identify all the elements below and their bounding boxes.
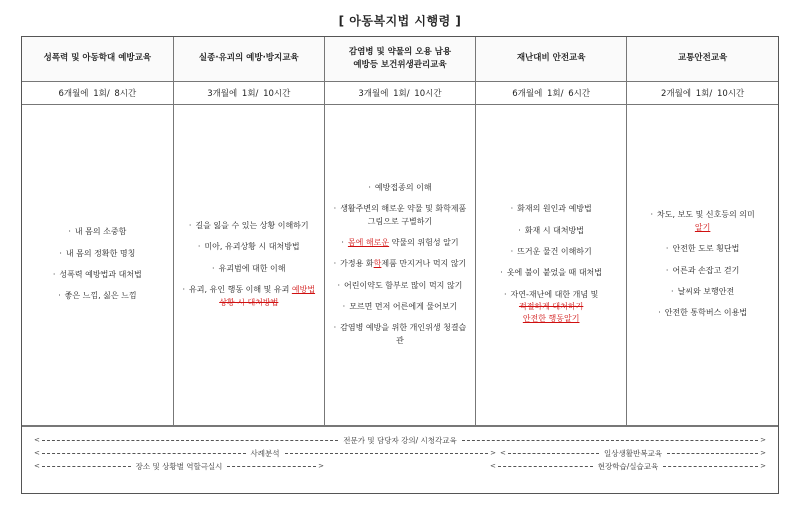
content-cell-disaster-safety	[476, 104, 627, 425]
column-header-sexual-violence: 성폭력 및 아동학대 예방교육	[22, 37, 173, 81]
list-item: · 몸에 해로운 약물의 위험성 알기	[341, 237, 459, 247]
column-header-disaster-safety: 재난대비 안전교육	[476, 37, 627, 81]
list-item: · 유괴범에 대한 이해	[212, 263, 286, 273]
list-item: · 길을 잃을 수 있는 상황 이해하기	[188, 221, 309, 231]
arrow-daily-practice: < 일상생활반복교육 >	[500, 448, 766, 458]
frequency-cell: 6개월에 1회/ 8시간	[22, 81, 173, 104]
list-item: · 가정용 화학제품 만지거나 먹지 않기	[333, 259, 467, 269]
list-item: · 어린이약도 함부로 많이 먹지 않기	[337, 280, 463, 290]
education-table	[22, 37, 778, 426]
list-item: · 내 몸의 소중함	[68, 227, 127, 237]
education-table-frame	[21, 36, 779, 494]
content-cell-health-hygiene	[324, 104, 475, 425]
arrow-label: 현장학습/실습교육	[597, 461, 659, 471]
deleted-text: 상황 시 대처방법	[219, 297, 279, 307]
arrow-role-play: < 장소 및 상황별 역할극실시 >	[34, 461, 325, 471]
teaching-method-area	[22, 426, 778, 495]
content-cell-traffic-safety	[627, 104, 778, 425]
list-item: · 생활주변의 해로운 약물 및 화학제품 그림으로 구별하기	[333, 204, 467, 226]
content-cell-missing-child	[173, 104, 324, 425]
list-item: · 예방접종의 이해	[368, 182, 432, 192]
revised-text: 학	[373, 259, 382, 269]
list-item: · 내 몸의 정확한 명칭	[59, 248, 136, 258]
column-header-health-hygiene: 감염병 및 약물의 오용 남용 예방등 보건위생관리교육	[324, 37, 475, 81]
list-item: · 자연-재난에 대한 개념 및 적절하게 대처하기 안전한 행동알기	[503, 289, 599, 324]
list-item: · 날씨와 보행안전	[671, 286, 735, 296]
arrow-field-study: < 현장학습/실습교육 >	[490, 461, 766, 471]
list-item: · 감염병 예방을 위한 개인위생 청결습관	[333, 323, 467, 345]
list-item: · 안전한 통학버스 이용법	[658, 308, 748, 318]
arrow-label: 장소 및 상황별 역할극실시	[135, 461, 223, 471]
frequency-row	[22, 81, 778, 104]
arrow-label: 일상생활반복교육	[604, 448, 662, 458]
list-item: · 성폭력 예방법과 대처법	[52, 270, 142, 279]
list-item: · 화재 시 대처방법	[518, 225, 585, 235]
list-item: · 어른과 손잡고 걷기	[665, 265, 740, 275]
list-item: · 차도, 보도 및 신호등의 의미 알기	[650, 210, 755, 232]
revised-text: 안전한 행동알기	[522, 314, 580, 324]
list-item: · 모르면 먼저 어른에게 물어보기	[342, 302, 458, 312]
column-header-missing-child: 실종·유괴의 예방·방지교육	[173, 37, 324, 81]
frequency-cell: 6개월에 1회/ 6시간	[476, 81, 627, 104]
document-title: [ 아동복지법 시행령 ]	[338, 14, 462, 28]
list-item: · 화재의 원인과 예방법	[510, 204, 592, 214]
list-item: · 뜨거운 물건 이해하기	[510, 246, 592, 256]
list-item: · 옷에 불이 붙었을 때 대처법	[500, 268, 603, 278]
header-row	[22, 37, 778, 81]
arrow-lecture: < 전문가 및 담당자 강의/ 시청각교육 >	[34, 435, 766, 445]
content-cell-sexual-violence	[22, 104, 173, 425]
arrow-label: 사례분석	[250, 448, 280, 458]
list-item: · 미아, 유괴상황 시 대처방법	[197, 242, 300, 252]
list-item: · 좋은 느낌, 싫은 느낌	[58, 291, 137, 301]
arrow-case-analysis: < 사례분석 >	[34, 448, 497, 458]
deleted-text: 적절하게 대처하기	[518, 302, 584, 312]
frequency-cell: 2개월에 1회/ 10시간	[627, 81, 778, 104]
revised-text: 몸에 해로운	[347, 237, 390, 247]
frequency-cell: 3개월에 1회/ 10시간	[173, 81, 324, 104]
revised-text: 알기	[694, 222, 711, 232]
revised-text: 예방법	[291, 285, 316, 295]
column-header-traffic-safety: 교통안전교육	[627, 37, 778, 81]
frequency-cell: 3개월에 1회/ 10시간	[324, 81, 475, 104]
list-item: · 안전한 도로 횡단법	[665, 244, 740, 254]
content-row	[22, 104, 778, 425]
list-item: · 유괴, 유인 행동 이해 및 유괴 예방법 상황 시 대처방법	[182, 285, 316, 307]
arrow-label: 전문가 및 담당자 강의/ 시청각교육	[343, 435, 457, 445]
